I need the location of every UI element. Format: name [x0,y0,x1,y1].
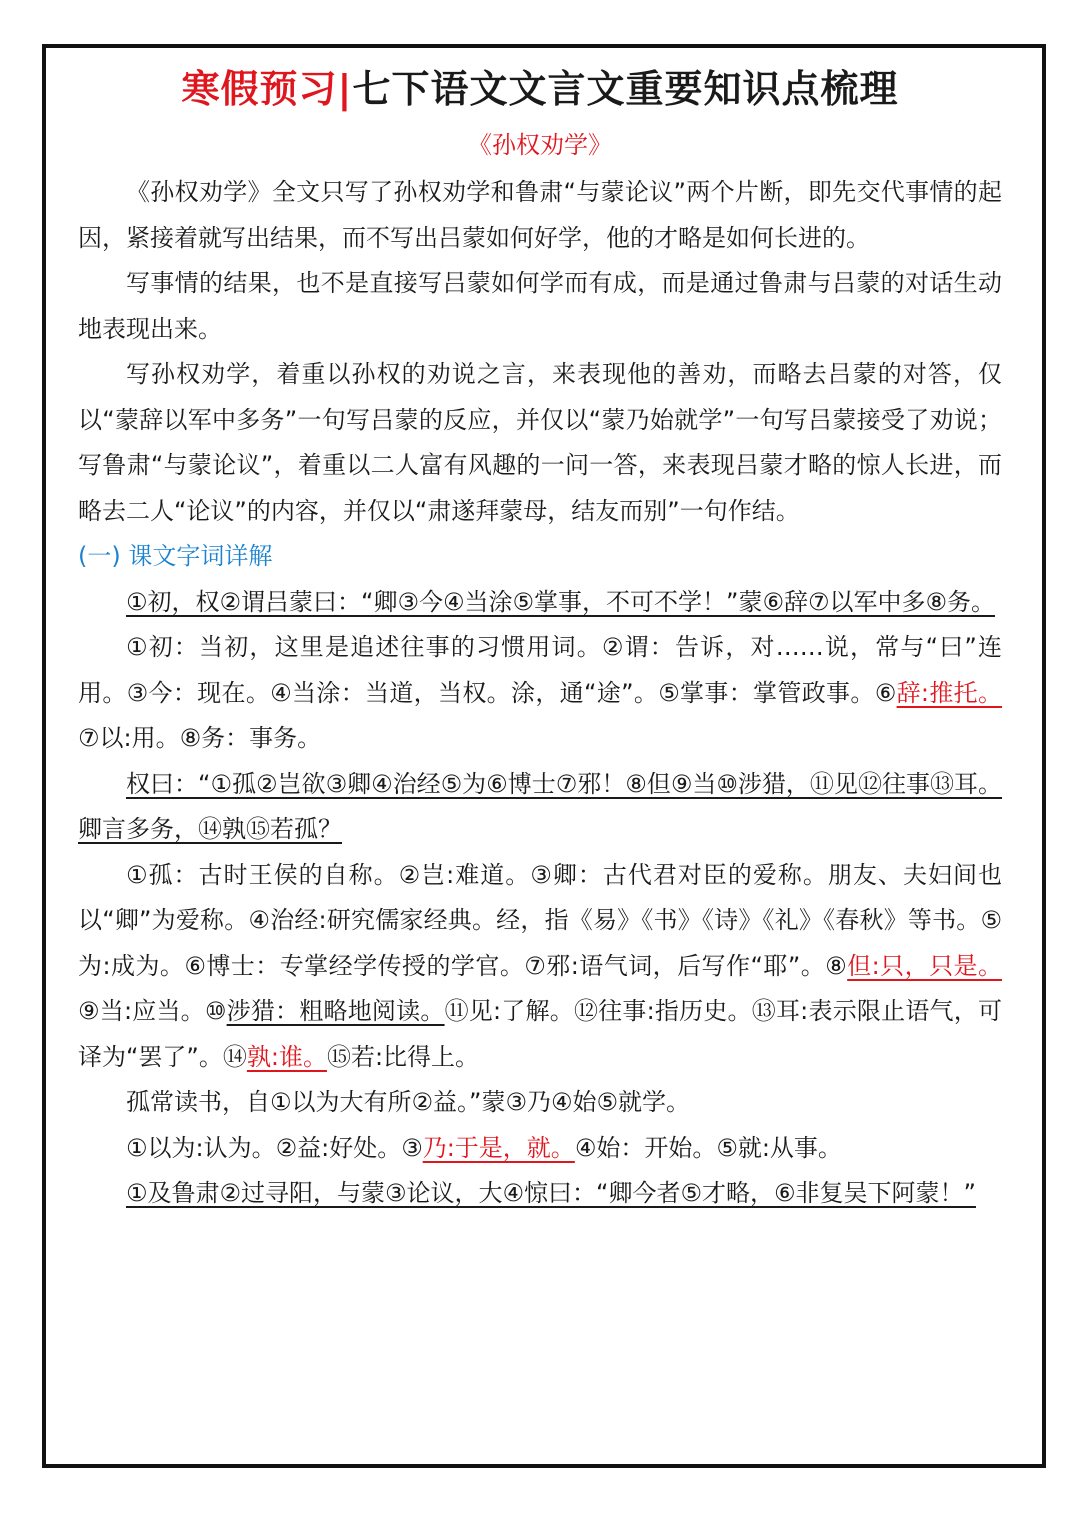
source-sentence-4 [78,1171,1002,1217]
page-title [78,58,1002,120]
source-sentence-3: 孤常读书，自①以为大有所②益。”蒙③乃④始⑤就学。 [126,1088,691,1116]
notes-2 [78,853,1002,1081]
intro-paragraph-1: 《孙权劝学》全文只写了孙权劝学和鲁肃“与蒙论议”两个片断，即先交代事情的起因，紧接着就写出结果，而不写出吕蒙如何好学，他的才略是如何长进的。 [78,178,1002,252]
note-text: ⑨当:应当。⑩ [78,997,227,1025]
highlight-note: 孰:谁。 [246,1042,327,1071]
source-sentence-1 [78,580,1002,626]
source-text-2: 权曰：“①孤②岂欲③卿④治经⑤为⑥博士⑦邪！⑧但⑨当⑩涉猎，⑪见⑫往事⑬耳。卿言多务，⑭孰⑮若孤？ [78,769,1002,843]
notes-3 [78,1126,1002,1172]
source-sentence-2 [78,762,1002,853]
source-text-1: ①初，权②谓吕蒙曰：“卿③今④当涂⑤掌事，不可不学！”蒙⑥辞⑦以军中多⑧务。 [126,587,995,616]
note-text: ①初：当初，这里是追述往事的习惯用词。②谓：告诉，对……说，常与“曰”连用。③今：现在。④当涂：当道，当权。涂，通“途”。⑤掌事：掌管政事。⑥ [78,633,1002,707]
title-main: 七下语文文言文重要知识点梳理 [352,67,899,111]
note-text: ⑮若:比得上。 [326,1042,480,1071]
title-prefix: 寒假预习| [181,67,353,111]
intro-paragraph-2: 写事情的结果，也不是直接写吕蒙如何学而有成，而是通过鲁肃与吕蒙的对话生动地表现出来。 [78,269,1002,343]
intro-paragraph-3: 写孙权劝学，着重以孙权的劝说之言，来表现他的善劝，而略去吕蒙的对答，仅以“蒙辞以军中多务”一句写吕蒙的反应，并仅以“蒙乃始就学”一句写吕蒙接受了劝说；写鲁肃“与蒙论议”，着重以二人富有风趣的一问一答，来表现吕蒙才略的惊人长进，而略去二人“论议”的内容，并仅以“肃遂拜蒙母，结友而别”一句作结。 [78,360,1002,525]
note-text: ①以为:认为。②益:好处。③ [126,1133,423,1162]
highlight-note: 乃:于是，就。 [422,1133,575,1162]
note-text: ④始：开始。⑤就:从事。 [574,1133,842,1162]
highlight-note: 但:只，只是。 [847,951,1002,980]
underlined-note: 涉猎：粗略地阅读。 [226,997,445,1025]
note-text: ⑦以:用。⑧务：事务。 [78,724,322,752]
note-text: ⑪见:了解。⑫往事:指历史。⑬耳:表示限止语气，可译为“罢了”。⑭ [78,997,1002,1071]
notes-1 [78,625,1002,762]
document-body [78,58,1002,1217]
article-title: 《孙权劝学》 [468,131,612,159]
note-text: ①孤：古时王侯的自称。②岂:难道。③卿：古代君对臣的爱称。朋友、夫妇间也以“卿”为爱称。④治经:研究儒家经典。经，指《易》《书》《诗》《礼》《春秋》等书。⑤为:成为。⑥博士：专掌经学传授的学官。⑦邪:语气词，后写作“耶”。⑧ [78,860,1002,980]
section-heading: (一) 课文字词详解 [78,542,273,570]
highlight-note: 辞:推托。 [896,678,1002,707]
source-text-4: ①及鲁肃②过寻阳，与蒙③论议，大④惊曰：“卿今者⑤才略，⑥非复吴下阿蒙！” [126,1179,976,1207]
